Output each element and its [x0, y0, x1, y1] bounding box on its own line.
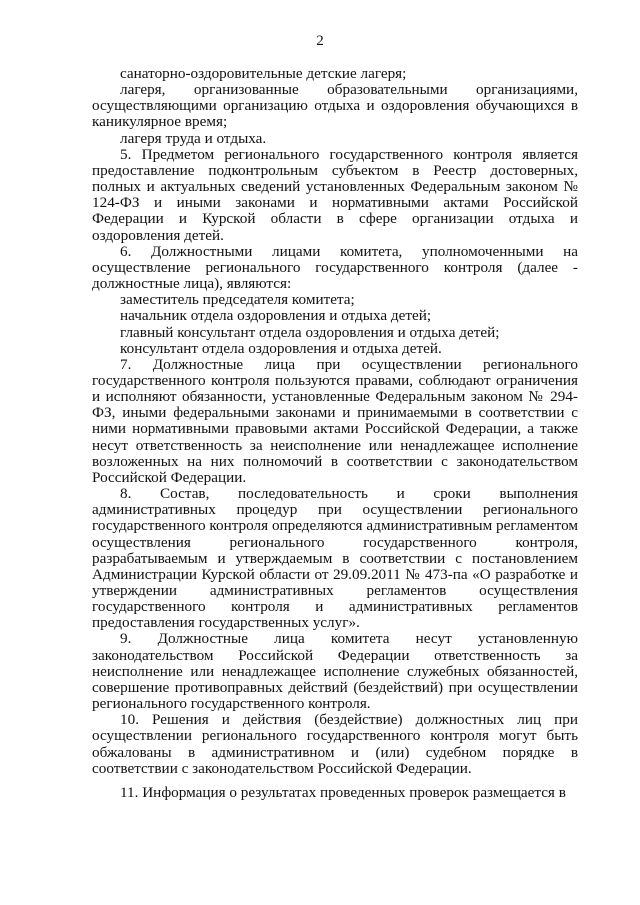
- paragraph-official-consultant: консультант отдела оздоровления и отдыха детей.: [120, 339, 442, 357]
- paragraph-camp-type-labour: лагеря труда и отдыха.: [120, 129, 267, 147]
- document-body: [92, 66, 578, 801]
- paragraph-item-11: 11. Информация о результатах проведенных проверок размещается в: [120, 783, 566, 801]
- paragraph-item-9: 9. Должностные лица комитета несут установленную законодательством Российской Федерации ответственность за неисполнение или ненадлежащее исполнение служебных обязанностей, совершение противоправных действий (бездействий) при осуществлении регионального государственного контроля.: [92, 630, 578, 713]
- paragraph-official-deputy: заместитель председателя комитета;: [120, 291, 355, 309]
- paragraph-item-8: 8. Состав, последовательность и сроки выполнения административных процедур при осуществлении регионального государственного контроля определяются административным регламентом осуществления регионального государственного контроля, разрабатываемым и утверждаемым в соответствии с постановлением Администрации Курской области от 29.09.2011 № 473-па «О разработке и утверждении административных регламентов осуществления государственного контроля и административных регламентов предоставления государственных услуг».: [92, 485, 578, 632]
- paragraph-item-6: 6. Должностными лицами комитета, уполномоченными на осуществление регионального государственного контроля (далее - должностные лица), являются:: [92, 242, 578, 293]
- paragraph-camp-type-educational: лагеря, организованные образовательными организациями, осуществляющими организацию отдыха и оздоровления обучающихся в каникулярное время;: [92, 81, 578, 131]
- paragraph-official-chief-consultant: главный консультант отдела оздоровления и отдыха детей;: [120, 323, 500, 341]
- paragraph-item-7: 7. Должностные лица при осуществлении регионального государственного контроля пользуются правами, соблюдают ограничения и исполняют обязанности, установленные Федеральным законом № 294-ФЗ, иными федеральными законами и принимаемыми в соответствии с ними нормативными правовыми актами Российской Федерации, а также несут ответственность за неисполнение или ненадлежащее исполнение возложенных на них полномочий в соответствии с законодательством Российской Федерации.: [92, 355, 578, 486]
- paragraph-official-head: начальник отдела оздоровления и отдыха детей;: [120, 307, 432, 325]
- paragraph-camp-type-sanatorium: санаторно-оздоровительные детские лагеря;: [120, 65, 407, 82]
- paragraph-item-10: 10. Решения и действия (бездействие) должностных лиц при осуществлении регионального государственного контроля могут быть обжалованы в административном и (или) судебном порядке в соответствии с законодательством Российской Федерации.: [92, 711, 578, 777]
- page-number: 2: [316, 33, 324, 49]
- paragraph-item-5: 5. Предметом регионального государственного контроля является предоставление подконтрольным субъектом в Реестр достоверных, полных и актуальных сведений установленных Федеральным законом № 124-ФЗ и иными законами и нормативными актами Российской Федерации и Курской области в сфере организации отдыха и оздоровления детей.: [92, 145, 578, 244]
